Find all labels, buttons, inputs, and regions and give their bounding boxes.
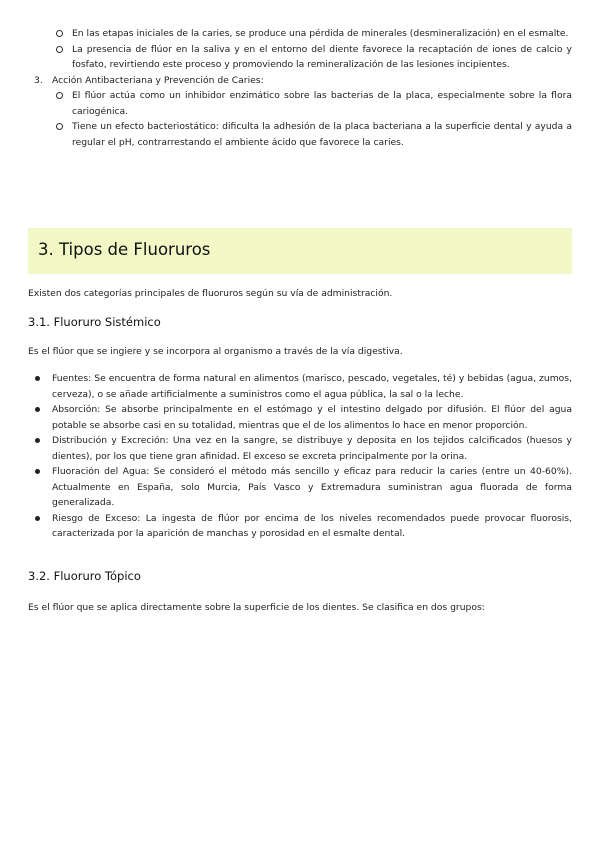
bullet-dot-icon (35, 469, 40, 474)
hollow-circle-bullet-icon (56, 123, 63, 130)
list-item-text: Absorción: Se absorbe principalmente en el estómago y el intestino delgado por difusión. El flúor del agua potable se absorbe casi en su totalidad, mientras que el de los alimentos lo hace en menor proporción. (52, 404, 572, 431)
list-item (0, 371, 600, 402)
section2-list-continuation (0, 26, 600, 150)
list-item-text: Fuentes: Se encuentra de forma natural en alimentos (marisco, pescado, vegetales, té) y bebidas (agua, zumos, cerveza), o se añade artificialmente a suministros como el agua pública, la sal o la leche. (52, 373, 572, 400)
list-item (0, 119, 600, 150)
list-item-text: Tiene un efecto bacteriostático: dificulta la adhesión de la placa bacteriana a la superficie dental y ayuda a regular el pH, contrarrestando el ambiente ácido que favorece la caries. (72, 121, 572, 148)
numbered-item-label: Acción Antibacteriana y Prevención de Caries: (52, 74, 264, 86)
bullet-dot-icon (35, 438, 40, 443)
list-item-text: La presencia de flúor en la saliva y en el entorno del diente favorece la recaptación de iones de calcio y fosfato, revirtiendo este proceso y promoviendo la remineralización de las lesiones incipientes. (72, 43, 572, 70)
bullet-dot-icon (35, 376, 40, 381)
subsection-heading-topical: 3.2. Fluoruro Tópico (28, 569, 141, 583)
list-item (0, 42, 600, 73)
list-item (0, 464, 600, 511)
systemic-bullet-list (0, 371, 600, 542)
section-intro-paragraph: Existen dos categorías principales de fluoruros según su vía de administración. (28, 288, 393, 299)
list-item-text: En las etapas iniciales de la caries, se produce una pérdida de minerales (desmineralización) en el esmalte. (72, 28, 569, 39)
list-number: 3. (34, 74, 43, 86)
list-item-text: Riesgo de Exceso: La ingesta de flúor por encima de los niveles recomendados puede provocar fluorosis, caracterizada por la aparición de manchas y porosidad en el esmalte dental. (52, 512, 572, 539)
list-item-text: Fluoración del Agua: Se consideró el método más sencillo y eficaz para reducir la caries (entre un 40-60%). Actualmente en España, solo Murcia, País Vasco y Extremadura suministran agua fluorada de forma generalizada. (52, 466, 572, 508)
list-item-text: Distribución y Excreción: Una vez en la sangre, se distribuye y deposita en los tejidos calcificados (huesos y dientes), por los que tiene gran afinidad. El exceso se excreta principalmente por la orina. (52, 435, 572, 462)
bullet-dot-icon (35, 407, 40, 412)
sub-list-antibacterial (0, 88, 600, 150)
list-item (0, 402, 600, 433)
list-item (0, 511, 600, 542)
numbered-item-3 (0, 73, 600, 89)
systemic-intro-paragraph: Es el flúor que se ingiere y se incorpora al organismo a través de la vía digestiva. (28, 346, 403, 357)
hollow-circle-bullet-icon (56, 92, 63, 99)
section-heading: 3. Tipos de Fluoruros (38, 240, 211, 259)
hollow-circle-bullet-icon (56, 46, 63, 53)
bullet-dot-icon (35, 516, 40, 521)
list-item (0, 433, 600, 464)
list-item-text: El flúor actúa como un inhibidor enzimático sobre las bacterias de la placa, especialmente sobre la flora cariogénica. (72, 90, 572, 117)
list-item (0, 26, 600, 42)
list-item (0, 88, 600, 119)
subsection-heading-systemic: 3.1. Fluoruro Sistémico (28, 315, 161, 329)
hollow-circle-bullet-icon (56, 30, 63, 37)
topical-intro-paragraph: Es el flúor que se aplica directamente sobre la superficie de los dientes. Se clasifica en dos grupos: (28, 602, 485, 613)
section-heading-band (28, 228, 572, 274)
sub-list-remineralization (0, 26, 600, 73)
